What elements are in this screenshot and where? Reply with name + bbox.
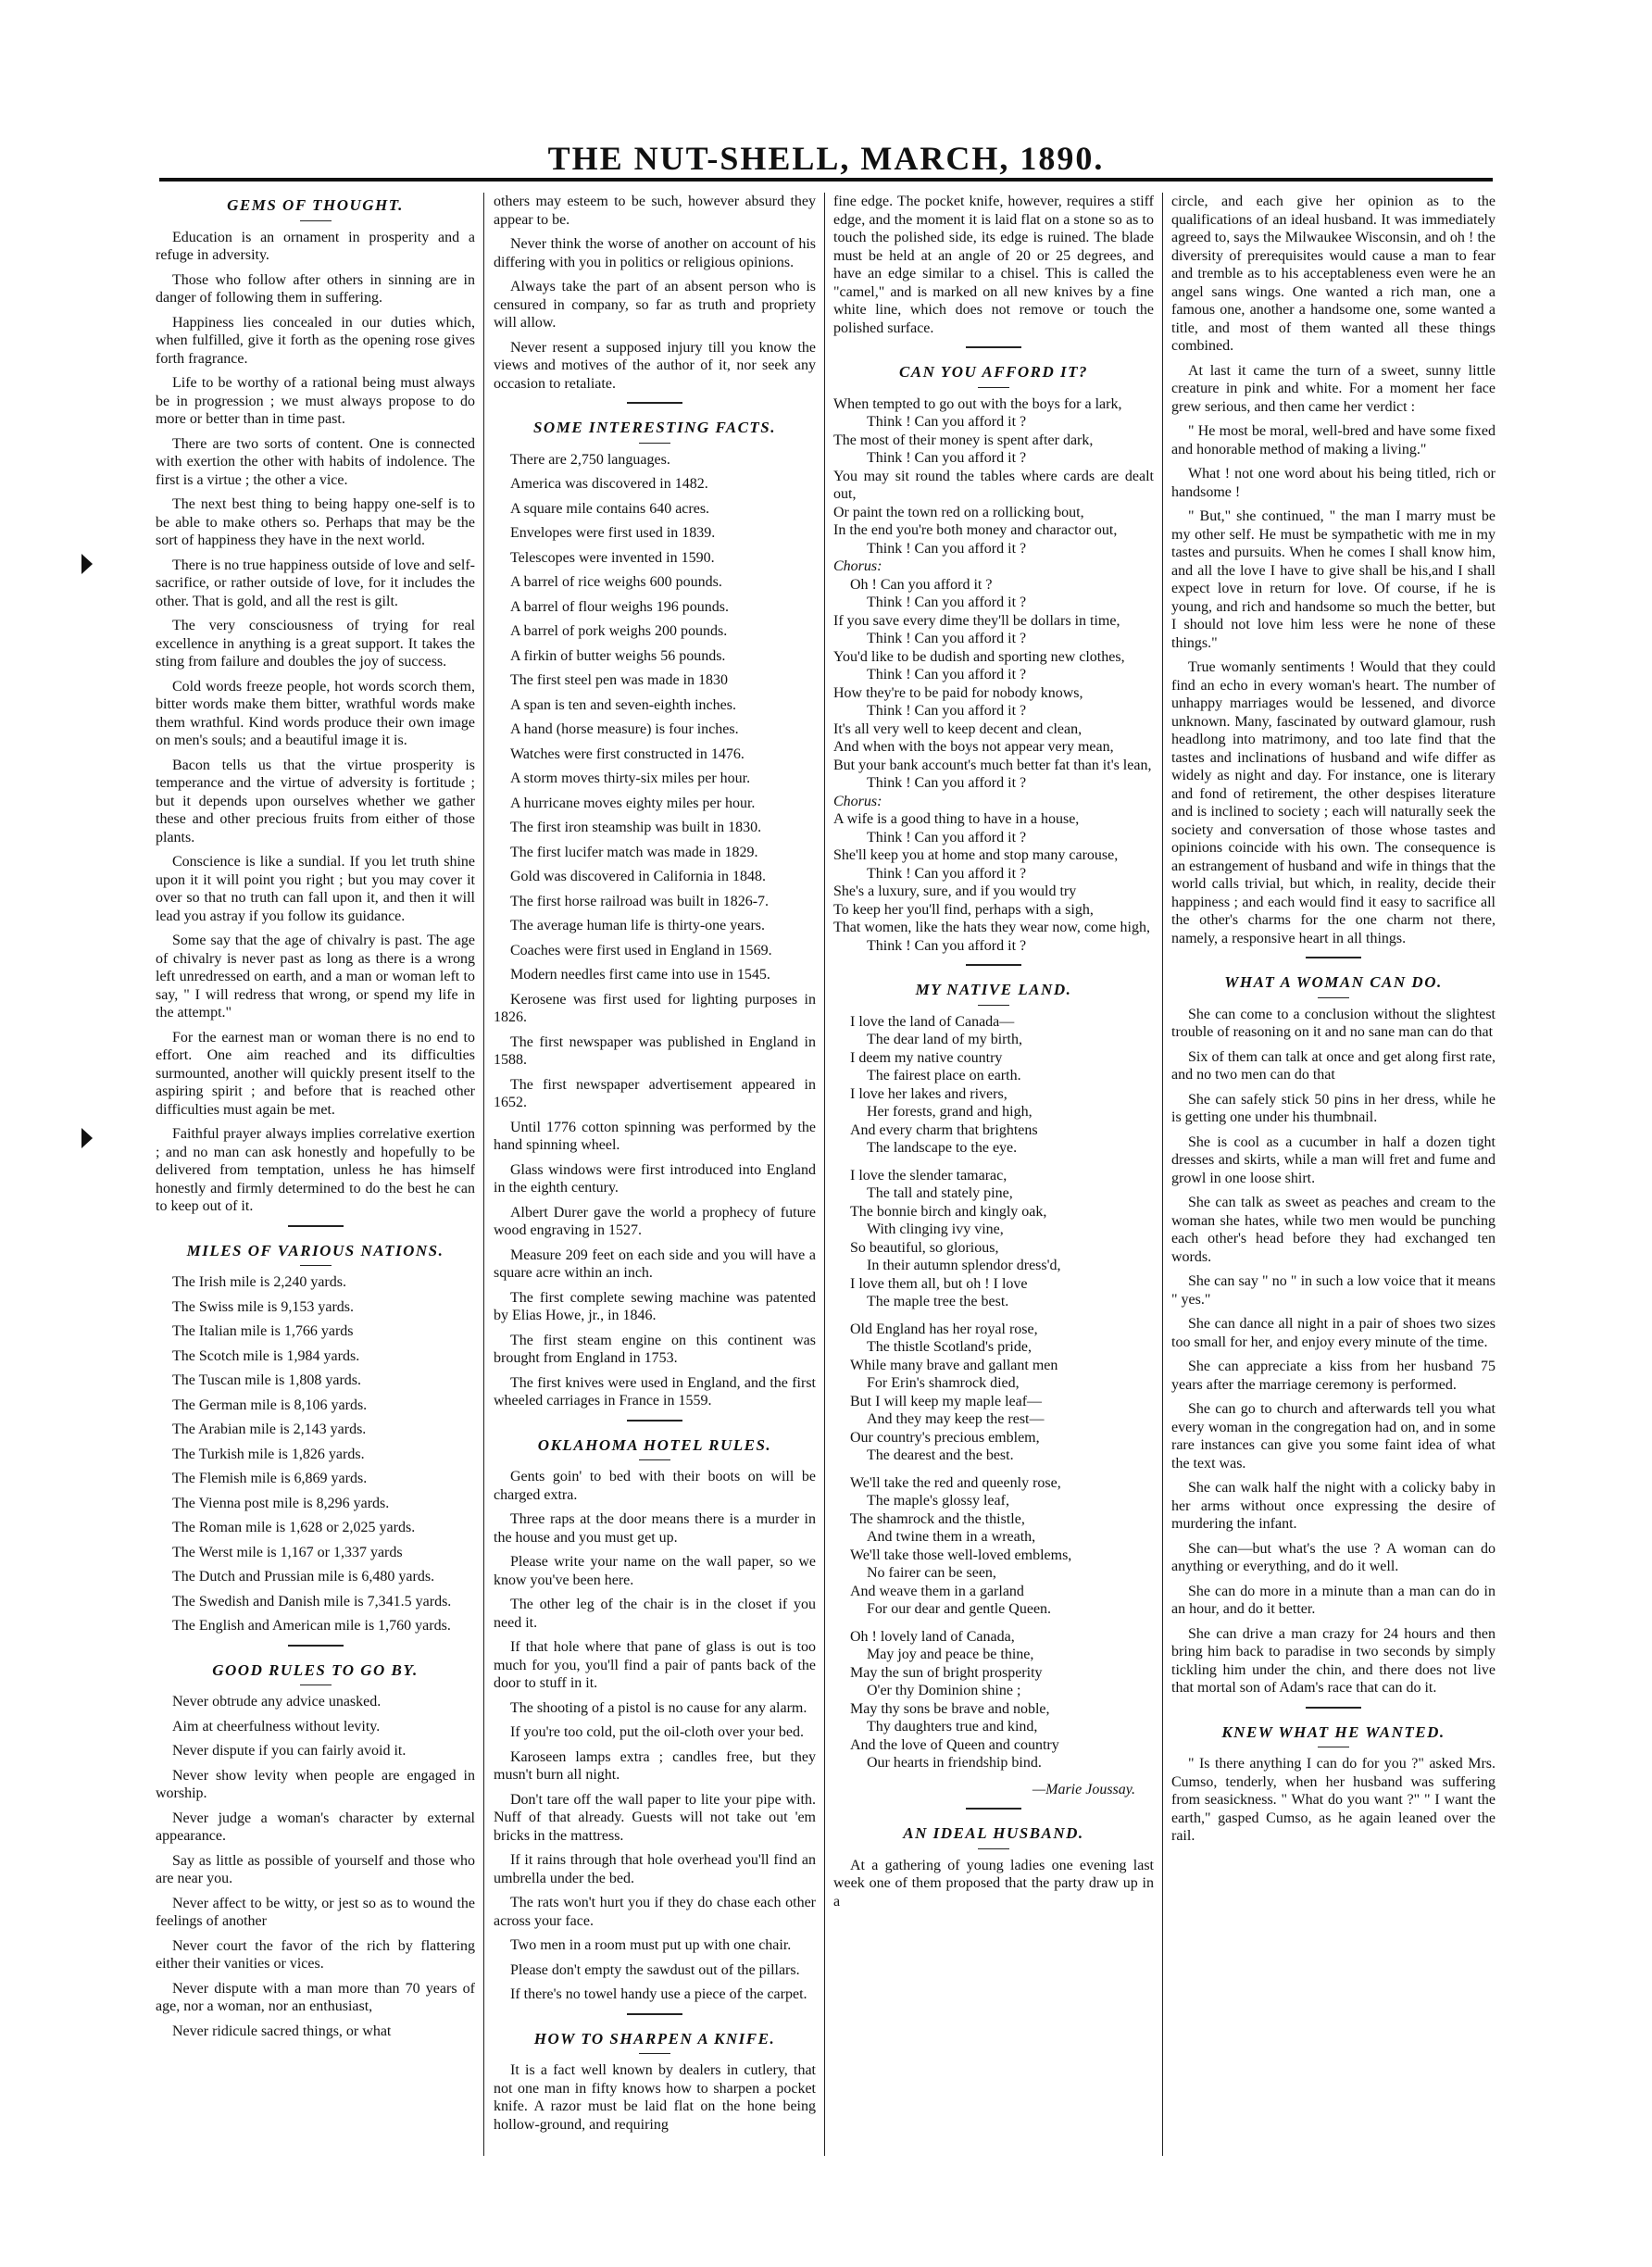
verse-line: Think ! Can you afford it ? <box>867 937 1027 954</box>
paragraph: Cold words freeze people, hot words scorch them, bitter words make them bitter, wrathful words make them wrathful. Kind words produce their own image on men's souls; and a beautiful image it is. <box>156 678 475 748</box>
paragraph: Three raps at the door means there is a murder in the house and you must get up. <box>494 1511 816 1546</box>
verse-line: Oh ! lovely land of Canada, <box>850 1628 1015 1645</box>
paragraph: Faithful prayer always implies correlative exertion ; and no man can ask honestly and hopefully to be delivered from temptation, unless he has himself honestly and firmly determined to do the best he can to keep out of it. <box>156 1126 475 1214</box>
verse-line: In their autumn splendor dress'd, <box>867 1258 1061 1273</box>
paragraph: The Vienna post mile is 8,296 yards. <box>172 1495 390 1511</box>
divider <box>300 1265 332 1266</box>
paragraph: The Swiss mile is 9,153 yards. <box>172 1298 354 1315</box>
verse-line: A wife is a good thing to have in a house, <box>833 811 1080 827</box>
paragraph: The Irish mile is 2,240 yards. <box>172 1274 346 1290</box>
paragraph: Never obtrude any advice unasked. <box>172 1694 382 1710</box>
stanza-gap <box>833 1311 1154 1321</box>
paragraph: Glass windows were first introduced into England in the eighth century. <box>494 1161 816 1196</box>
divider <box>288 1225 344 1227</box>
facts-list <box>494 451 816 1410</box>
heading-what-a-woman-can-do: WHAT A WOMAN CAN DO. <box>1224 973 1443 991</box>
paragraph: She can say " no " in such a low voice that it means " yes." <box>1171 1273 1496 1308</box>
knife-continued: fine edge. The pocket knife, however, requires a stiff edge, and the moment it is laid flat on a stone so as to touch the polished side, its edge is ruined. The blade must be held at an angle of 20 or 25 degrees, and have an edge similar to a chisel. This is called the "camel," and is marked on all new knives by a fine white line, which does not remove or touch the polished surface. <box>833 194 1154 336</box>
paragraph: The first horse railroad was built in 1826-7. <box>510 893 770 909</box>
husband-continued <box>1171 193 1496 947</box>
paragraph: She can drive a man crazy for 24 hours and then bring him back to paradise in two seconds by simply tickling him under the chin, and there does not live that mortal son of Adam's race that can do it. <box>1171 1625 1496 1696</box>
verse-line: You'd like to be dudish and sporting new clothes, <box>833 648 1125 665</box>
paragraph: Until 1776 cotton spinning was performed by the hand spinning wheel. <box>494 1119 816 1153</box>
heading-interesting-facts: SOME INTERESTING FACTS. <box>532 419 777 436</box>
paragraph: " He most be moral, well-bred and have some fixed and honorable method of making a living." <box>1171 423 1496 457</box>
column-2 <box>494 193 816 2140</box>
husband-paragraph: At a gathering of young ladies one evening last week one of them proposed that the party draw up in a <box>833 1857 1154 1910</box>
paragraph: There are 2,750 languages. <box>510 451 670 468</box>
poem-afford <box>833 395 1154 956</box>
verse-line: When tempted to go out with the boys for a lark, <box>833 395 1122 412</box>
paragraph: The Arabian mile is 2,143 yards. <box>172 1422 367 1437</box>
verse-line: Think ! Can you afford it ? <box>867 631 1027 646</box>
paragraph: The first complete sewing machine was patented by Elias Howe, jr., in 1846. <box>494 1289 816 1323</box>
verse-line: We'll take those well-loved emblems, <box>850 1547 1072 1563</box>
divider <box>966 1808 1021 1810</box>
paragraph: Gents goin' to bed with their boots on will be charged extra. <box>494 1469 816 1503</box>
verse-line: May thy sons be brave and noble, <box>850 1700 1050 1717</box>
paragraph: A hurricane moves eighty miles per hour. <box>510 795 756 811</box>
verse-line: The maple tree the best. <box>867 1294 1009 1309</box>
verse-line: It's all very well to keep decent and clean, <box>833 720 1083 737</box>
rules-continued <box>494 193 816 393</box>
paragraph: A storm moves thirty-six miles per hour. <box>510 770 751 786</box>
knew-paragraph: " Is there anything I can do for you ?" asked Mrs. Cumso, tenderly, when her husband was suffering from seasickness. " What do you want ?" " I want the earth," gasped Cumso, as he again leaned over the rail. <box>1171 1756 1496 1844</box>
divider <box>639 2053 670 2054</box>
paragraph: She can safely stick 50 pins in her dress, while he is getting one under his thumbnail. <box>1171 1091 1496 1125</box>
heading-miles-of-various-nations: MILES OF VARIOUS NATIONS. <box>186 1241 444 1259</box>
paragraph: Happiness lies concealed in our duties which, when fulfilled, give it forth as the opening rose gives forth fragrance. <box>156 314 475 367</box>
divider <box>627 2013 682 2015</box>
paragraph: If there's no towel handy use a piece of the carpet. <box>510 1986 807 2002</box>
paragraph: The Swedish and Danish mile is 7,341.5 yards. <box>172 1593 452 1609</box>
paragraph: others may esteem to be such, however absurd they appear to be. <box>494 194 816 228</box>
paragraph: Modern needles first came into use in 1545. <box>510 967 770 983</box>
paragraph: The first knives were used in England, and the first wheeled carriages in France in 1559. <box>494 1374 816 1409</box>
paragraph: She can come to a conclusion without the slightest trouble of reasoning on it and no sane man can do that <box>1171 1006 1496 1040</box>
stanza-gap <box>833 1619 1154 1628</box>
verse-line: I love the slender tamarac, <box>850 1167 1007 1184</box>
paragraph: If it rains through that hole overhead you'll find an umbrella under the bed. <box>494 1852 816 1886</box>
verse-line: And weave them in a garland <box>850 1583 1024 1599</box>
column-1 <box>156 193 475 2047</box>
verse-line: The bonnie birch and kingly oak, <box>850 1203 1047 1220</box>
verse-line: Think ! Can you afford it ? <box>867 414 1027 430</box>
verse-line: For Erin's shamrock died, <box>867 1375 1020 1391</box>
divider <box>639 443 670 444</box>
verse-line: The dear land of my birth, <box>867 1032 1022 1047</box>
margin-mark <box>81 554 93 574</box>
paragraph: Always take the part of an absent person who is censured in company, so far as truth and propriety will allow. <box>494 279 816 331</box>
column-rule <box>824 193 825 2156</box>
verse-line: The maple's glossy leaf, <box>867 1493 1009 1509</box>
paragraph: The first lucifer match was made in 1829. <box>510 844 758 860</box>
verse-line: We'll take the red and queenly rose, <box>850 1474 1061 1491</box>
verse-line: Thy daughters true and kind, <box>867 1719 1038 1735</box>
divider <box>639 1459 670 1460</box>
verse-line: To keep her you'll find, perhaps with a sigh, <box>833 901 1094 918</box>
heading-sharpen-knife: HOW TO SHARPEN A KNIFE. <box>533 2029 776 2048</box>
verse-line: Think ! Can you afford it ? <box>867 595 1027 610</box>
verse-line: I love the land of Canada— <box>850 1013 1015 1030</box>
paragraph: Aim at cheerfulness without levity. <box>172 1718 381 1735</box>
paragraph: There is no true happiness outside of love and self-sacrifice, or rather outside of love, for it includes the other. That is gold, and all the rest is gilt. <box>156 557 475 609</box>
column-rule <box>483 193 484 2156</box>
paragraph: A barrel of pork weighs 200 pounds. <box>510 623 728 639</box>
verse-line: Oh ! Can you afford it ? <box>850 576 993 593</box>
verse-line: Chorus: <box>833 558 882 574</box>
paragraph: Gold was discovered in California in 1848. <box>510 869 766 884</box>
paragraph: She can—but what's the use ? A woman can do anything or everything, and do it well. <box>1171 1540 1496 1574</box>
verse-line: I deem my native country <box>850 1049 1003 1066</box>
verse-line: And twine them in a wreath, <box>867 1529 1036 1545</box>
poem-native-land <box>833 1013 1154 1772</box>
verse-line: And every charm that brightens <box>850 1121 1038 1138</box>
paragraph: A hand (horse measure) is four inches. <box>510 721 739 737</box>
verse-line: Think ! Can you afford it ? <box>867 540 1027 557</box>
paragraph: Never resent a supposed injury till you know the views and motives of the author of it, nor seek any occasion to retaliate. <box>494 339 816 392</box>
paragraph: Telescopes were invented in 1590. <box>510 549 715 566</box>
paragraph: The rats won't hurt you if they do chase each other across your face. <box>494 1895 816 1929</box>
divider <box>1306 957 1361 958</box>
verse-line: Think ! Can you afford it ? <box>867 829 1027 845</box>
verse-line: Think ! Can you afford it ? <box>867 450 1027 466</box>
paragraph: A firkin of butter weighs 56 pounds. <box>510 647 726 664</box>
verse-line: I love them all, but oh ! I love <box>850 1275 1028 1292</box>
paragraph: Don't tare off the wall paper to lite your pipe with. Nuff of that already. Guests will not take out 'em bricks in the mattress. <box>494 1791 816 1844</box>
paragraph: If that hole where that pane of glass is out is too much for you, you'll find a pair of pants back of the door to stuff in it. <box>494 1639 816 1691</box>
paragraph: The Roman mile is 1,628 or 2,025 yards. <box>172 1520 416 1535</box>
verse-line: The tall and stately pine, <box>867 1185 1013 1201</box>
paragraph: A span is ten and seven-eighth inches. <box>510 696 736 713</box>
verse-line: So beautiful, so glorious, <box>850 1239 999 1256</box>
paragraph: Two men in a room must put up with one chair. <box>510 1937 792 1953</box>
divider <box>288 1645 344 1647</box>
verse-line: You may sit round the tables where cards are dealt out, <box>833 468 1154 502</box>
paragraph: The English and American mile is 1,760 yards. <box>172 1618 451 1634</box>
verse-line: O'er thy Dominion shine ; <box>867 1683 1021 1698</box>
paragraph: The average human life is thirty-one years. <box>510 918 765 933</box>
heading-can-you-afford-it: CAN YOU AFFORD IT? <box>898 363 1089 381</box>
paragraph: She can talk as sweet as peaches and cream to the woman she hates, while two men would be punching each other's head before they had exchanged ten words. <box>1171 1195 1496 1265</box>
heading-ideal-husband: AN IDEAL HUSBAND. <box>903 1824 1084 1842</box>
paragraph: Say as little as possible of yourself and those who are near you. <box>156 1852 475 1886</box>
verse-line: Think ! Can you afford it ? <box>867 865 1027 882</box>
divider <box>966 964 1021 966</box>
paragraph: The very consciousness of trying for real excellence in anything is a great support. It takes the sting from failure and doubles the joy of success. <box>156 618 475 670</box>
paragraph: " But," she continued, " the man I marry must be my other self. He must be sympathetic with me in my tastes and pursuits. When he comes I shall know him, and all the love I have to give shall be his,and I shall expect love in return for love. Of course, if he is young, and rich and handsome so much the better, but I should not love him less were he none of these things." <box>1171 508 1496 651</box>
paragraph: Please write your name on the wall paper, so we know you've been here. <box>494 1554 816 1588</box>
column-rule <box>1162 193 1163 2156</box>
verse-line: May the sun of bright prosperity <box>850 1664 1043 1681</box>
verse-line: And when with the boys not appear very mean, <box>833 739 1114 755</box>
paragraph: Coaches were first used in England in 1569. <box>510 942 772 958</box>
verse-line: Our hearts in friendship bind. <box>867 1755 1042 1771</box>
verse-line: May joy and peace be thine, <box>867 1647 1034 1662</box>
paragraph: Conscience is like a sundial. If you let truth shine upon it it will point you right ; but you may cover it over so that no truth can fall upon it, and then it will lead you astray if you follow its guidance. <box>156 854 475 924</box>
paragraph: Never dispute if you can fairly avoid it. <box>172 1743 407 1759</box>
verse-line: Think ! Can you afford it ? <box>867 667 1027 683</box>
paragraph: If you're too cold, put the oil-cloth over your bed. <box>510 1724 805 1740</box>
verse-line: With clinging ivy vine, <box>867 1221 1004 1237</box>
verse-line: The dearest and the best. <box>867 1447 1014 1463</box>
divider <box>300 220 332 221</box>
verse-line: Think ! Can you afford it ? <box>867 775 1027 791</box>
paragraph: America was discovered in 1482. <box>510 476 708 492</box>
paragraph: Kerosene was first used for lighting purposes in 1826. <box>494 991 816 1025</box>
paragraph: circle, and each give her opinion as to the qualifications of an ideal husband. It was immediately agreed to, says the Milwaukee Wisconsin, and oh ! the diversity of prerequisites would cause a man to fear and tremble as to his acceptableness even were he an angel sans wings. One wanted a rich man, one a famous one, another a handsome one, some wanted a title, and most of them wanted all these things combined. <box>1171 194 1496 354</box>
rules-list <box>156 1693 475 2040</box>
paragraph: A barrel of rice weighs 600 pounds. <box>510 574 722 590</box>
woman-list <box>1171 1006 1496 1697</box>
paragraph: Never think the worse of another on account of his differing with you in politics or religious opinions. <box>494 236 816 270</box>
heading-gems-of-thought: GEMS OF THOUGHT. <box>227 196 404 214</box>
heading-hotel-rules: OKLAHOMA HOTEL RULES. <box>537 1435 772 1454</box>
verse-line: That women, like the hats they wear now, come high, <box>833 920 1150 935</box>
gems-list <box>156 229 475 1216</box>
verse-line: But your bank account's much better fat than it's lean, <box>833 757 1152 773</box>
verse-line: Chorus: <box>833 793 882 809</box>
divider <box>627 1420 682 1422</box>
verse-line: No fairer can be seen, <box>867 1565 996 1581</box>
paragraph: Watches were first constructed in 1476. <box>510 745 745 762</box>
paragraph: The German mile is 8,106 yards. <box>172 1397 368 1413</box>
verse-line: Our country's precious emblem, <box>850 1429 1040 1446</box>
paragraph: The first steel pen was made in 1830 <box>510 672 729 688</box>
paragraph: Never court the favor of the rich by flattering either their vanities or vices. <box>156 1937 475 1972</box>
paragraph: There are two sorts of content. One is connected with exertion the other with habits of indolence. The first is a virtue ; the other a vice. <box>156 435 475 488</box>
stanza-gap <box>833 1465 1154 1474</box>
paragraph: Six of them can talk at once and get along first rate, and no two men can do that <box>1171 1048 1496 1083</box>
divider <box>966 346 1021 348</box>
paragraph: Never judge a woman's character by external appearance. <box>156 1810 475 1844</box>
paragraph: The Flemish mile is 6,869 yards. <box>172 1471 368 1486</box>
knife-paragraph: It is a fact well known by dealers in cutlery, that not one man in fifty knows how to sharpen a pocket knife. A razor must be laid flat on the hone being hollow-ground, and requiring <box>494 2062 816 2133</box>
divider <box>978 387 1009 388</box>
verse-line: If you save every dime they'll be dollars in time, <box>833 612 1120 629</box>
verse-line: The fairest place on earth. <box>867 1068 1021 1083</box>
paragraph: True womanly sentiments ! Would that they could find an echo in every woman's heart. The number of unhappy marriages would be lessened, and divorce unknown. Many, fascinated by outward glamour, rush headlong into matrimony, and too late find that the tastes and inclinations of husband and wife differ as widely as night and day. For instance, one is literary and fond of retirement, the other despises literature and is inclined to society ; each will naturally seek the society and conversation of those whose tastes and opinions coincide with his own. The consequence is an estrangement of husband and wife in things that the world calls trivial, but which, in reality, decide their happiness ; and each would find it easy to sacrifice all the other's charms for the one charm not there, namely, a responsive heart in all things. <box>1171 659 1496 946</box>
stanza-gap <box>833 1158 1154 1167</box>
paragraph: Life to be worthy of a rational being must always be in progression ; we must always propose to do more or better than in time past. <box>156 375 475 427</box>
paragraph: She can go to church and afterwards tell you what every woman in the congregation had on, and in some rare instances can give you some faint idea of what the text was. <box>1171 1401 1496 1472</box>
masthead-rule <box>159 178 1493 182</box>
paragraph: The Turkish mile is 1,826 yards. <box>172 1446 365 1462</box>
paragraph: Some say that the age of chivalry is past. The age of chivalry is never past as long as there is a wrong left unredressed on earth, and a man or woman left to say, " I will redress that wrong, or spend my life in the attempt." <box>156 933 475 1021</box>
paragraph: Never show levity when people are engaged in worship. <box>156 1767 475 1801</box>
divider <box>627 402 682 404</box>
paragraph: The first newspaper advertisement appeared in 1652. <box>494 1076 816 1110</box>
paragraph: The next best thing to being happy one-self is to be able to make others so. Perhaps that may be the sort of happiness they have in the next world. <box>156 496 475 548</box>
verse-line: Old England has her royal rose, <box>850 1321 1038 1337</box>
paragraph: Never ridicule sacred things, or what <box>172 2023 392 2039</box>
verse-line: The shamrock and the thistle, <box>850 1510 1025 1527</box>
verse-line: But I will keep my maple leaf— <box>850 1393 1043 1409</box>
paragraph: A square mile contains 640 acres. <box>510 500 710 517</box>
verse-line: The thistle Scotland's pride, <box>867 1339 1032 1355</box>
paragraph: Those who follow after others in sinning are in danger of following them in suffering. <box>156 271 475 306</box>
paragraph: The Tuscan mile is 1,808 yards. <box>172 1372 361 1388</box>
divider <box>978 1848 1009 1849</box>
verse-line: The most of their money is spent after dark, <box>833 432 1094 448</box>
column-4 <box>1171 193 1496 1852</box>
miles-list <box>156 1273 475 1635</box>
hotel-list <box>494 1468 816 2004</box>
masthead: THE NUT-SHELL, MARCH, 1890. <box>547 140 1105 177</box>
paragraph: Albert Durer gave the world a prophecy of future wood engraving in 1527. <box>494 1204 816 1238</box>
paragraph: She can appreciate a kiss from her husband 75 years after the marriage ceremony is performed. <box>1171 1359 1496 1393</box>
paragraph: Education is an ornament in prosperity and a refuge in adversity. <box>156 229 475 263</box>
paragraph: She can do more in a minute than a man can do in an hour, and do it better. <box>1171 1583 1496 1617</box>
paragraph: The first steam engine on this continent was brought from England in 1753. <box>494 1332 816 1366</box>
paragraph: The other leg of the chair is in the closet if you need it. <box>494 1597 816 1631</box>
poem-signature: —Marie Joussay. <box>1032 1781 1135 1797</box>
paragraph: Please don't empty the sawdust out of the pillars. <box>510 1961 800 1978</box>
verse-line: Or paint the town red on a rollicking bout, <box>833 504 1084 520</box>
paragraph: Never dispute with a man more than 70 years of age, nor a woman, nor an enthusiast, <box>156 1980 475 2014</box>
paragraph: The Italian mile is 1,766 yards <box>172 1323 354 1339</box>
verse-line: She'll keep you at home and stop many carouse, <box>833 847 1119 863</box>
paragraph: Envelopes were first used in 1839. <box>510 525 716 541</box>
paragraph: What ! not one word about his being titled, rich or handsome ! <box>1171 466 1496 500</box>
paragraph: Karoseen lamps extra ; candles free, but they musn't burn all night. <box>494 1748 816 1783</box>
verse-line: How they're to be paid for nobody knows, <box>833 684 1083 701</box>
verse-line: Her forests, grand and high, <box>867 1104 1032 1120</box>
verse-line: While many brave and gallant men <box>850 1357 1058 1373</box>
verse-line: She's a luxury, sure, and if you would try <box>833 883 1077 899</box>
paragraph: The Scotch mile is 1,984 yards. <box>172 1347 360 1364</box>
verse-line: For our dear and gentle Queen. <box>867 1601 1052 1617</box>
paragraph: She is cool as a cucumber in half a dozen tight dresses and skirts, while a man will fret and fume and growl in one loose shirt. <box>1171 1134 1496 1186</box>
paragraph: She can walk half the night with a colicky baby in her arms without once expressing the desire of murdering the infant. <box>1171 1480 1496 1532</box>
heading-knew-what-he-wanted: KNEW WHAT HE WANTED. <box>1221 1722 1446 1741</box>
paragraph: She can dance all night in a pair of shoes two sizes too small for her, and enjoy every minute of the time. <box>1171 1316 1496 1350</box>
verse-line: And they may keep the rest— <box>867 1411 1045 1427</box>
paragraph: At last it came the turn of a sweet, sunny little creature in pink and white. For a moment her face grew serious, and then came her verdict : <box>1171 362 1496 415</box>
verse-line: Think ! Can you afford it ? <box>867 703 1027 719</box>
paragraph: Measure 209 feet on each side and you will have a square acre within an inch. <box>494 1246 816 1281</box>
paragraph: The shooting of a pistol is no cause for any alarm. <box>510 1699 807 1716</box>
divider <box>1318 997 1349 998</box>
paragraph: The Dutch and Prussian mile is 6,480 yards. <box>172 1569 435 1584</box>
paragraph: The first newspaper was published in England in 1588. <box>494 1033 816 1068</box>
heading-good-rules: GOOD RULES TO GO BY. <box>212 1660 419 1679</box>
divider <box>1306 1707 1361 1709</box>
paragraph: The Werst mile is 1,167 or 1,337 yards <box>172 1544 403 1560</box>
paragraph: Bacon tells us that the virtue prosperity is temperance and the virtue of adversity is fortitude ; but it depends upon ourselves whether we gather these and other precious fruits from either of those plants. <box>156 757 475 845</box>
paragraph: The first iron steamship was built in 1830. <box>510 820 762 835</box>
verse-line: In the end you're both money and charactor out, <box>833 522 1118 538</box>
paragraph: A barrel of flour weighs 196 pounds. <box>510 598 729 615</box>
margin-mark <box>81 1128 93 1148</box>
paragraph: Never affect to be witty, or jest so as to wound the feelings of another <box>156 1895 475 1929</box>
column-3 <box>833 193 1154 1917</box>
paragraph: For the earnest man or woman there is no end to effort. One aim reached and its difficulties surmounted, another will quickly present itself to the aspiring spirit ; and before that is reached other difficulties must again be met. <box>156 1029 475 1118</box>
verse-line: The landscape to the eye. <box>867 1140 1018 1156</box>
divider <box>978 1005 1009 1006</box>
verse-line: I love her lakes and rivers, <box>850 1085 1007 1102</box>
heading-my-native-land: MY NATIVE LAND. <box>915 981 1072 998</box>
verse-line: And the love of Queen and country <box>850 1736 1059 1753</box>
